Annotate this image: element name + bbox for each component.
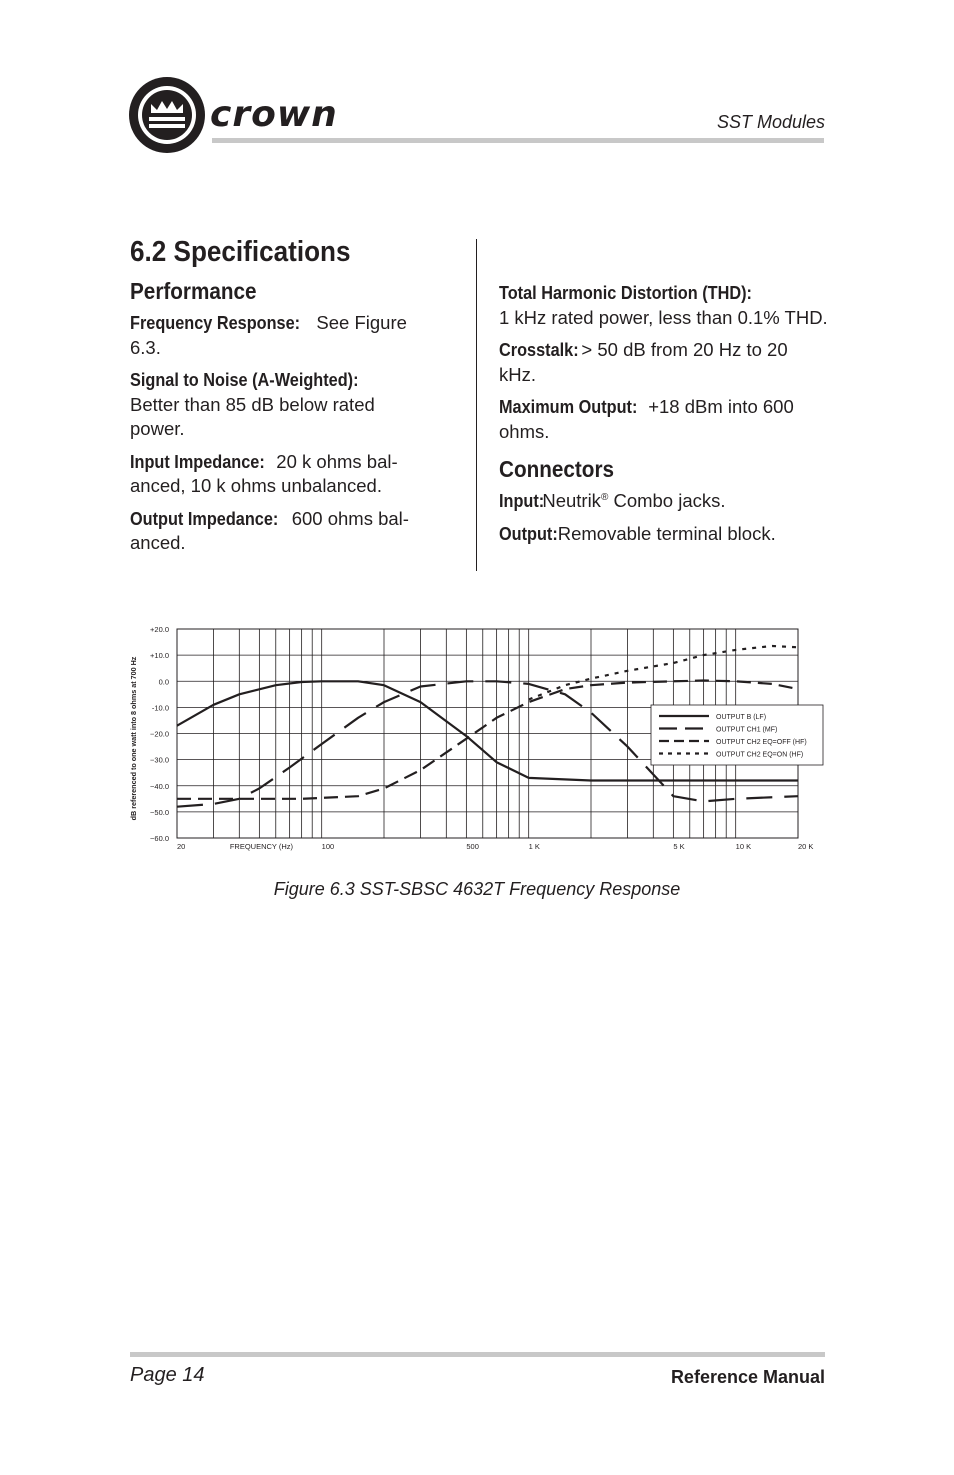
x-tick-label: 1 K — [528, 842, 540, 851]
spec-value: > 50 dB from 20 Hz to 20 kHz. — [499, 339, 788, 385]
y-tick-label: 0.0 — [158, 677, 169, 687]
left-column — [130, 236, 430, 564]
registered-mark: ® — [600, 491, 609, 503]
running-header: SST Modules — [716, 112, 825, 132]
header-rule — [212, 138, 824, 143]
right-column — [499, 281, 829, 554]
spec-label: Signal to Noise (A-Weighted): — [130, 369, 359, 390]
spec-label: Maximum Output: — [499, 396, 638, 417]
y-tick-label: −30.0 — [150, 755, 169, 765]
x-tick-label: 20 K — [798, 842, 814, 851]
x-tick-label: 500 — [466, 842, 479, 851]
spec-maximum-output — [499, 395, 829, 444]
spec-label: Frequency Response: — [130, 312, 301, 333]
y-tick-label: -10.0 — [151, 703, 169, 713]
spec-label: Output: — [499, 522, 558, 544]
x-tick-label: 10 K — [735, 842, 752, 851]
spec-label: Total Harmonic Distortion (THD): — [499, 282, 752, 303]
spec-frequency-response — [130, 311, 430, 360]
spec-label: Input Impedance: — [130, 450, 265, 472]
y-tick-label: −40.0 — [150, 781, 169, 791]
x-axis-label: FREQUENCY (Hz) — [229, 842, 294, 851]
spec-value: Neutrik — [537, 490, 601, 511]
spec-input-connector — [499, 489, 829, 514]
performance-heading: Performance — [130, 278, 257, 304]
legend-label: OUTPUT CH2 EQ=OFF (HF) — [716, 739, 807, 746]
spec-input-impedance — [130, 450, 430, 499]
spec-value: Combo jacks. — [608, 490, 726, 511]
y-tick-label: −20.0 — [150, 729, 169, 739]
legend-label: OUTPUT CH2 EQ=ON (HF) — [716, 751, 804, 759]
spec-value: 20 k ohms bal-anced, 10 k ohms unbalanced. — [130, 450, 398, 496]
spec-label: Input: — [499, 490, 545, 511]
x-tick-label: 100 — [321, 842, 335, 851]
spec-value: +18 dBm into 600 ohms. — [499, 396, 794, 442]
page-number: Page 14 — [130, 1364, 205, 1386]
y-tick-label: +10.0 — [150, 651, 169, 661]
spec-label: Crosstalk: — [499, 339, 579, 360]
x-tick-label: 5 K — [673, 842, 685, 851]
legend-label: OUTPUT CH1 (MF) — [716, 726, 778, 734]
y-axis-label: dB referenced to one watt into 8 ohms at 700 Hz — [129, 656, 138, 821]
x-tick-label: 20 — [177, 842, 186, 851]
spec-crosstalk — [499, 338, 829, 387]
spec-output-impedance — [130, 507, 430, 556]
crown-logo — [128, 76, 368, 156]
figure-caption: Figure 6.3 SST-SBSC 4632T Frequency Response — [273, 879, 681, 899]
brand-wordmark: crown — [210, 94, 338, 135]
legend-label: OUTPUT B (LF) — [716, 714, 767, 721]
spec-signal-to-noise — [130, 368, 430, 442]
y-tick-label: +20.0 — [150, 625, 169, 634]
footer-rule — [130, 1352, 825, 1357]
section-title: 6.2 Specifications — [130, 236, 351, 268]
spec-value: Removable terminal block. — [552, 522, 776, 544]
series-line — [529, 646, 798, 700]
spec-output-connector — [499, 522, 829, 547]
spec-value: 1 kHz rated power, less than 0.1% THD. — [499, 306, 828, 328]
chart-svg — [127, 620, 827, 856]
connectors-heading: Connectors — [499, 456, 615, 482]
spec-value: 600 ohms bal-anced. — [130, 507, 409, 553]
frequency-response-chart — [127, 620, 827, 856]
y-tick-label: −50.0 — [150, 807, 169, 817]
y-tick-label: −60.0 — [150, 834, 169, 843]
spec-thd — [499, 281, 829, 330]
column-divider — [476, 239, 477, 571]
spec-value: See Figure 6.3. — [130, 312, 407, 358]
spec-value: Better than 85 dB below rated power. — [130, 393, 375, 439]
spec-label: Output Impedance: — [130, 507, 279, 529]
document-title: Reference Manual — [670, 1367, 825, 1387]
